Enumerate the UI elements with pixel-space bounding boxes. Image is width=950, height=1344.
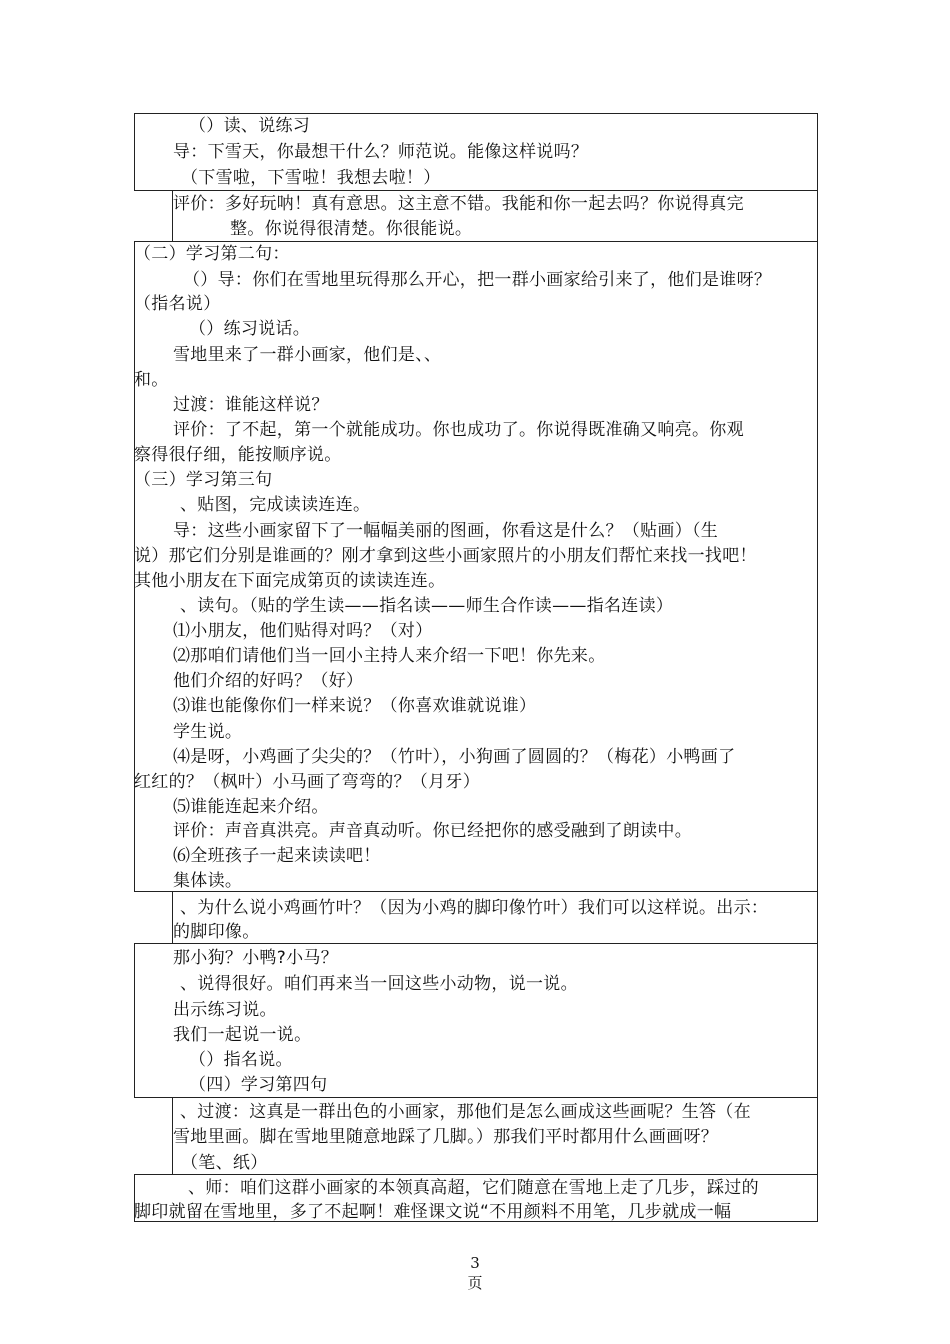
text-line: ⑴小朋友，他们贴得对吗？（对） bbox=[173, 621, 433, 641]
text-line: 评价：多好玩呐！真有意思。这主意不错。我能和你一起去吗？你说得真完 bbox=[173, 194, 744, 214]
section-heading: （二）学习第二句： bbox=[134, 244, 290, 264]
text-line: ⑹全班孩子一起来读读吧！ bbox=[173, 846, 381, 866]
text-line: 我们一起说一说。 bbox=[173, 1025, 312, 1045]
text-line: 、过渡：这真是一群出色的小画家，那他们是怎么画成这些画呢？生答（在 bbox=[180, 1102, 751, 1122]
text-line: 导：这些小画家留下了一幅幅美丽的图画，你看这是什么？（贴画）（生 bbox=[173, 521, 719, 541]
text-line: 整。你说得很清楚。你很能说。 bbox=[230, 219, 473, 239]
text-line: （指名说） bbox=[134, 294, 221, 314]
text-line: 脚印就留在雪地里，多了不起啊！难怪课文说“不用颜料不用笔，几步就成一幅 bbox=[134, 1202, 732, 1222]
text-line: 集体读。 bbox=[173, 871, 243, 891]
text-line: 、为什么说小鸡画竹叶？（因为小鸡的脚印像竹叶）我们可以这样说。出示： bbox=[180, 898, 769, 918]
text-line: （）练习说话。 bbox=[189, 319, 311, 339]
text-line: （下雪啦，下雪啦！我想去啦！） bbox=[181, 168, 441, 188]
text-line: 、读句。（贴的学生读——指名读——师生合作读——指名连读） bbox=[180, 596, 674, 616]
text-line: （笔、纸） bbox=[181, 1153, 268, 1173]
page-label: 页 bbox=[467, 1274, 483, 1292]
text-line: ⑸谁能连起来介绍。 bbox=[173, 797, 329, 817]
text-line: 、贴图，完成读读连连。 bbox=[180, 495, 371, 515]
text-line: 评价：了不起，第一个就能成功。你也成功了。你说得既准确又响亮。你观 bbox=[173, 420, 744, 440]
text-line: （）读、说练习 bbox=[189, 116, 311, 136]
text-line: ⑶谁也能像你们一样来说？（你喜欢谁就说谁） bbox=[173, 696, 537, 716]
section-heading: （四）学习第四句 bbox=[189, 1075, 328, 1095]
text-line: 雪地里来了一群小画家，他们是、、 bbox=[173, 345, 442, 365]
text-line: ⑷是呀，小鸡画了尖尖的？（竹叶），小狗画了圆圆的？（梅花）小鸭画了 bbox=[173, 747, 736, 767]
page-number: 3 bbox=[470, 1254, 480, 1272]
text-line: 其他小朋友在下面完成第页的读读连连。 bbox=[134, 571, 446, 591]
text-line: 、师：咱们这群小画家的本领真高超，它们随意在雪地上走了几步，踩过的 bbox=[188, 1178, 759, 1198]
section-heading: （三）学习第三句 bbox=[134, 470, 273, 490]
text-line: 察得很仔细，能按顺序说。 bbox=[134, 445, 342, 465]
text-line: 和。 bbox=[134, 370, 169, 390]
text-line: 那小狗？小鸭?小马？ bbox=[173, 948, 339, 968]
text-line: （）导：你们在雪地里玩得那么开心，把一群小画家给引来了，他们是谁呀？ bbox=[183, 270, 772, 290]
text-line: 红红的？（枫叶）小马画了弯弯的？（月牙） bbox=[134, 772, 480, 792]
text-line: 说）那它们分别是谁画的？刚才拿到这些小画家照片的小朋友们帮忙来找一找吧！ bbox=[134, 546, 757, 566]
text-line: 过渡：谁能这样说？ bbox=[173, 395, 329, 415]
text-line: （）指名说。 bbox=[189, 1050, 293, 1070]
text-line: 雪地里画。脚在雪地里随意地踩了几脚。）那我们平时都用什么画画呀？ bbox=[173, 1127, 719, 1147]
text-line: 出示练习说。 bbox=[173, 1000, 277, 1020]
text-line: 他们介绍的好吗？（好） bbox=[173, 671, 364, 691]
text-line: 的脚印像。 bbox=[173, 922, 260, 942]
text-line: 评价：声音真洪亮。声音真动听。你已经把你的感受融到了朗读中。 bbox=[173, 821, 692, 841]
text-line: ⑵那咱们请他们当一回小主持人来介绍一下吧！你先来。 bbox=[173, 646, 606, 666]
text-line: 导：下雪天，你最想干什么？师范说。能像这样说吗？ bbox=[173, 142, 589, 162]
text-line: 学生说。 bbox=[173, 722, 243, 742]
text-line: 、说得很好。咱们再来当一回这些小动物，说一说。 bbox=[180, 974, 578, 994]
